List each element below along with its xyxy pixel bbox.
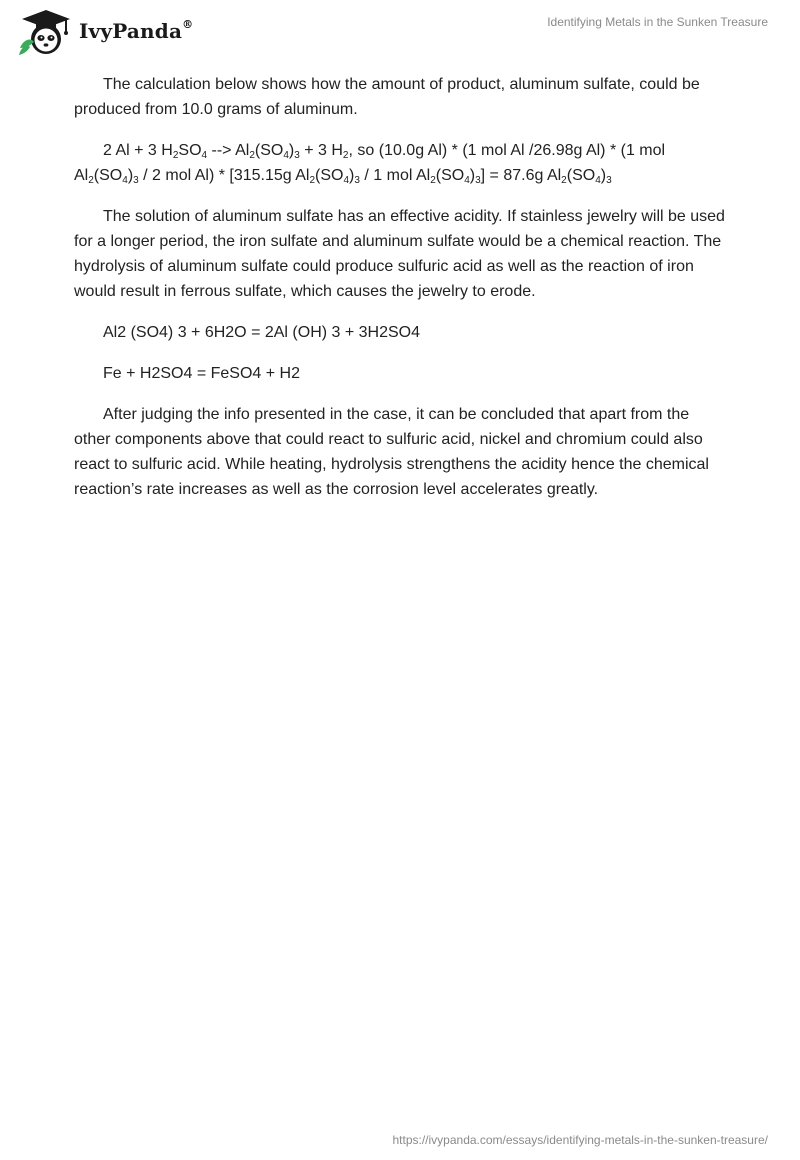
equation-iron: Fe + H2SO4 = FeSO4 + H2: [103, 365, 300, 382]
brand-name[interactable]: IvyPanda®: [79, 18, 194, 43]
paragraph-2: The solution of aluminum sulfate has an effective acidity. If stainless jewelry will be used for a longer period, the iron sulfate and aluminum sulfate would be a chemical reaction. The hydrolysis of aluminum sulfate could produce sulfuric acid as well as the reaction of iron would result in ferrous sulfate, which causes the jewelry to erode.: [74, 208, 725, 300]
essay-body: [74, 72, 728, 518]
panda-logo-icon[interactable]: [16, 8, 76, 56]
paragraph-3: After judging the info presented in the case, it can be concluded that apart from the other components above that could react to sulfuric acid, nickel and chromium could also react to sulfuric acid. While heating, hydrolysis strengthens the acidity hence the chemical reaction’s rate increases as well as the corrosion level accelerates greatly.: [74, 406, 709, 498]
paragraph-1: The calculation below shows how the amount of product, aluminum sulfate, could be produced from 10.0 grams of aluminum.: [74, 76, 700, 118]
equation-aluminum-sulfate: 2 Al + 3 $H_2SO_4$ --> $Al_2(SO_4)_3 + 3$ $H_2$, so (10.0g Al) * (1 mol Al /26.98g Al) * (1 mol $Al_2(SO_4)_3 / 2$ mol Al) * [315.15g $Al_2(SO_4)_3 / 1$ mol $Al_2(SO_4)_3] = 87.6g$ $Al_2(SO_4)_3$: [74, 142, 666, 186]
source-url[interactable]: https://ivypanda.com/essays/identifying-metals-in-the-sunken-treasure/: [392, 1133, 768, 1147]
page-title: Identifying Metals in the Sunken Treasure: [547, 15, 768, 29]
page-header: [0, 0, 800, 62]
equation-hydrolysis: Al2 (SO4) 3 + 6H2O = 2Al (OH) 3 + 3H2SO4: [103, 324, 421, 341]
